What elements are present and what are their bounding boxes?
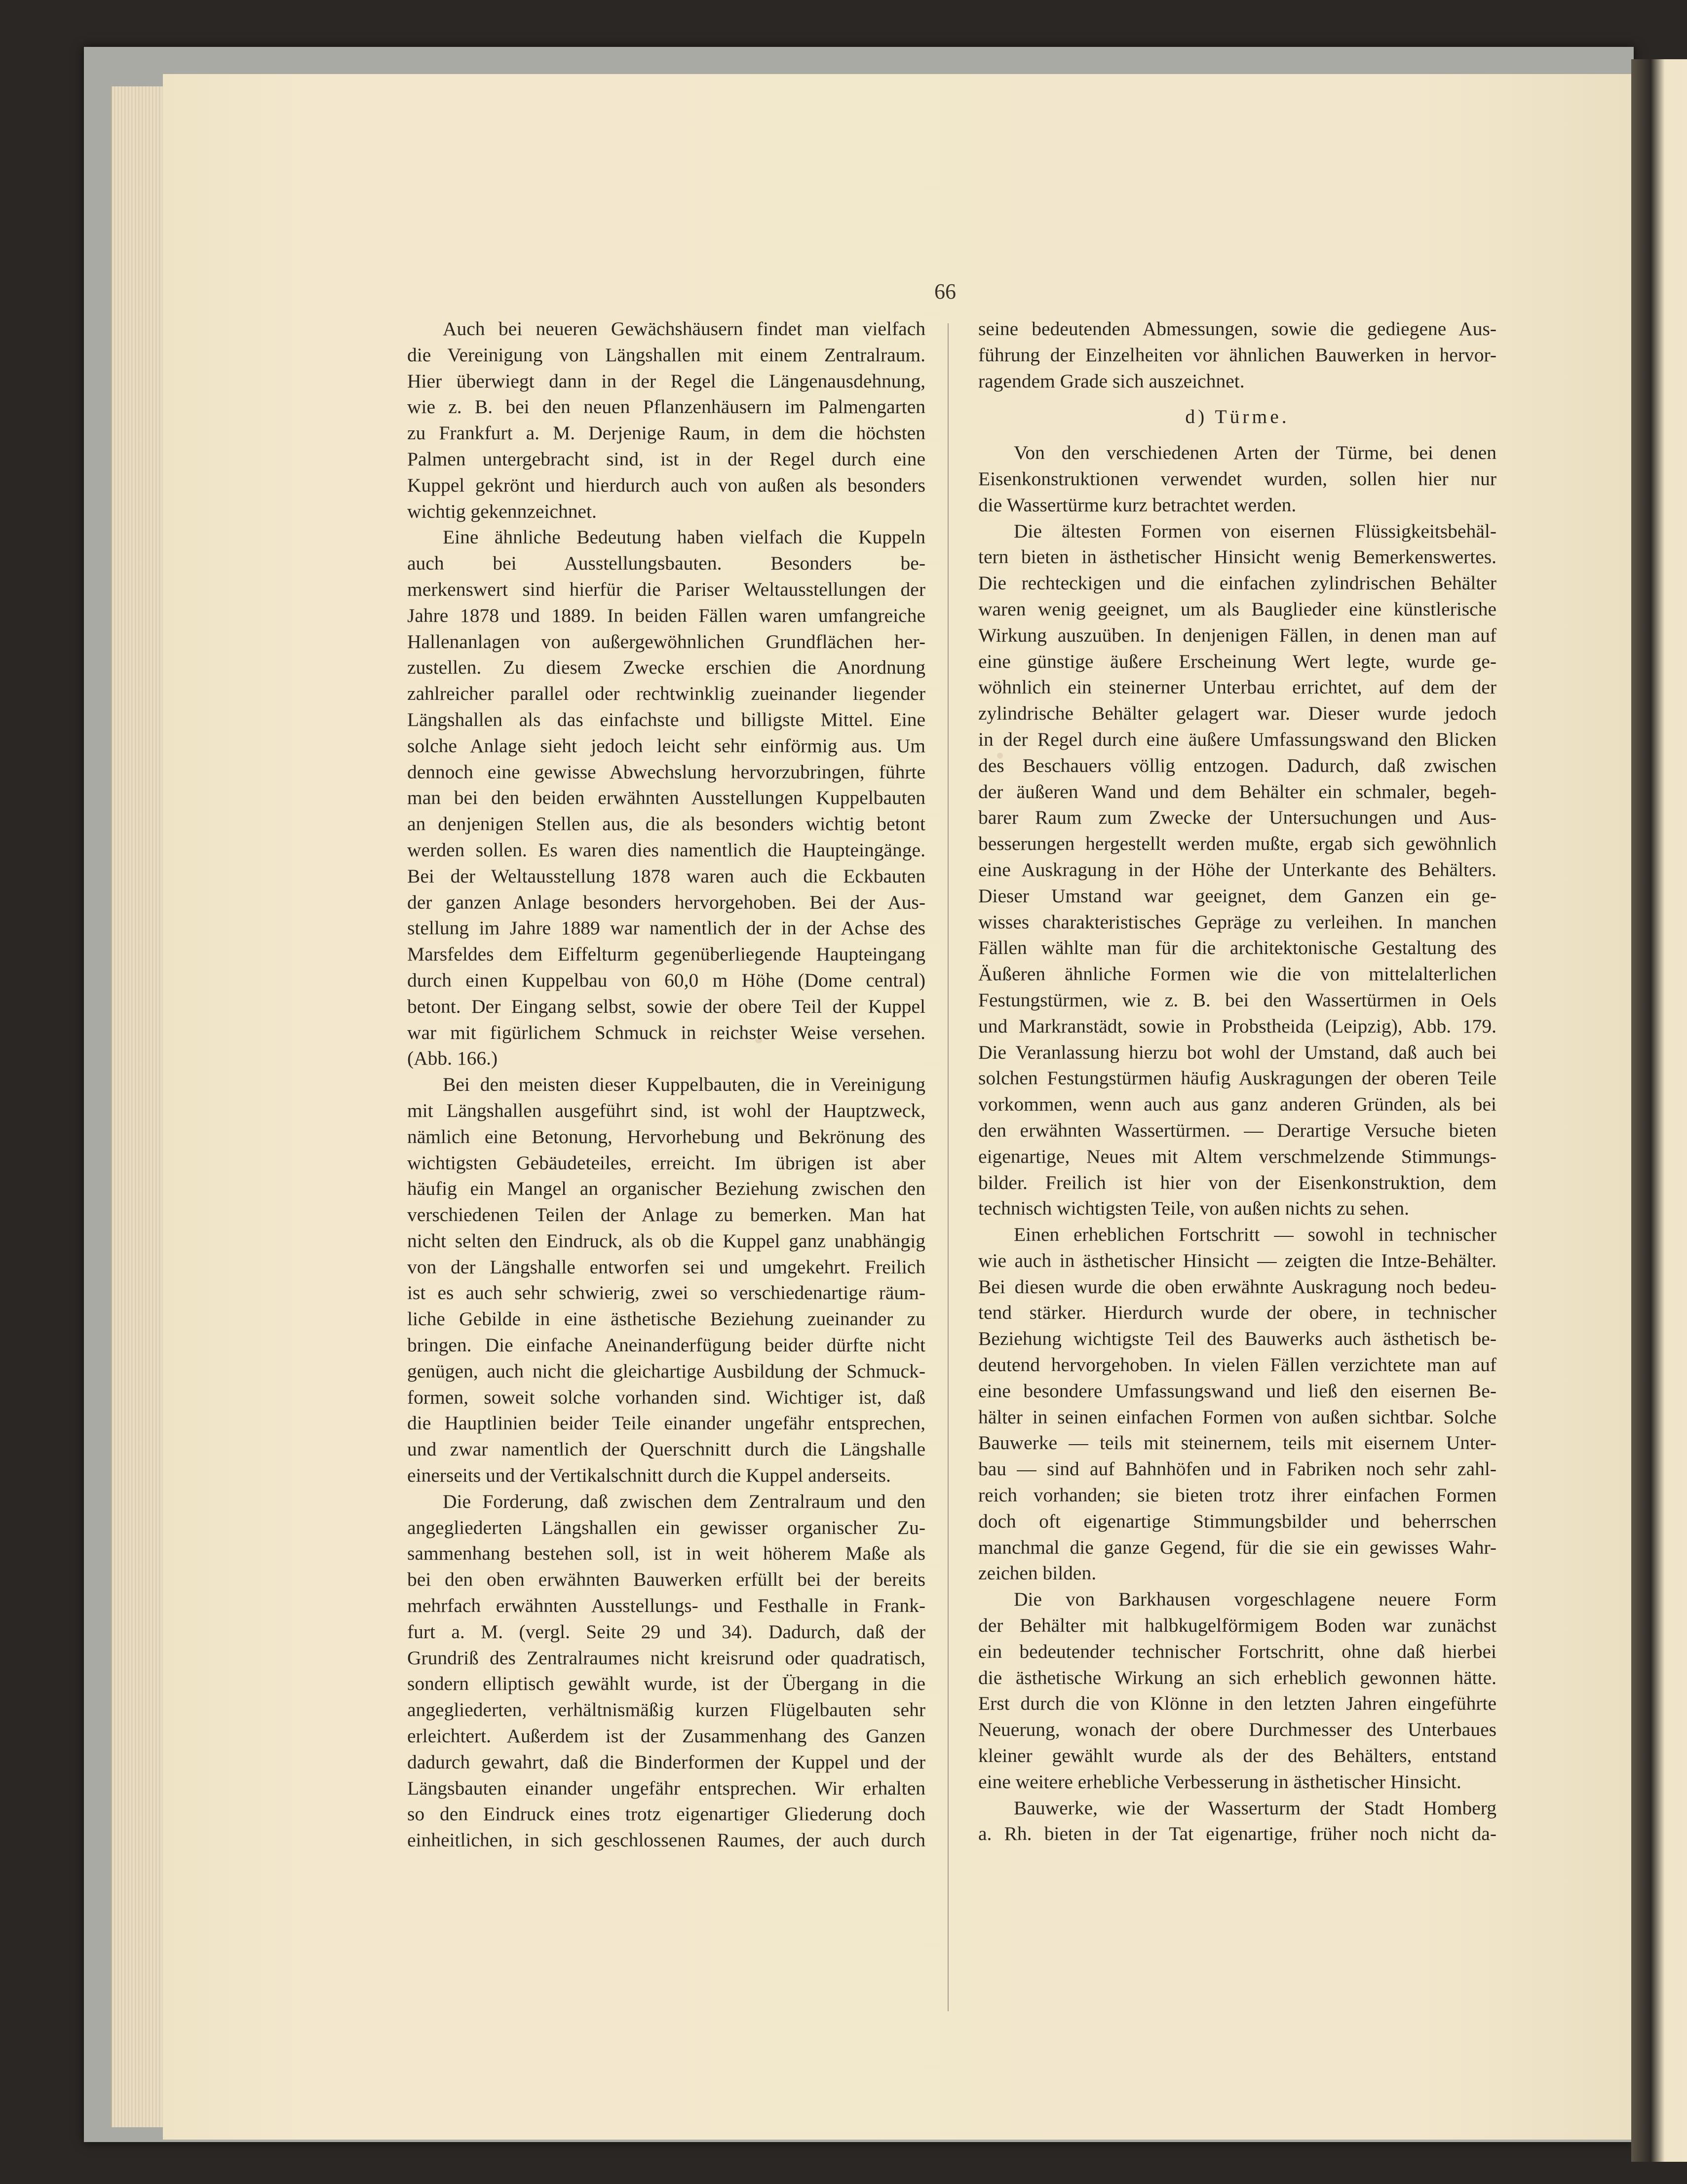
text-line: Von den verschiedenen Arten der Türme, bei denen: [1014, 442, 1496, 464]
text-line: wisses charakteristisches Gepräge zu verleihen. In manchen: [978, 911, 1496, 933]
text-line: einheitlichen, in sich geschlossenen Raumes, der auch durch: [407, 1829, 925, 1851]
text-line: werden sollen. Es waren dies namentlich die Haupteingänge.: [407, 839, 925, 861]
text-line: auch bei Ausstellungsbauten. Besonders be-: [407, 552, 925, 575]
text-line: tern bieten in ästhetischer Hinsicht wenig Bemerkenswertes.: [978, 546, 1496, 568]
text-line: reich vorhanden; sie bieten trotz ihrer einfachen Formen: [978, 1484, 1496, 1506]
text-line: waren wenig geeignet, um als Bauglieder eine künstlerische: [978, 598, 1496, 620]
text-line: in der Regel durch eine äußere Umfassungswand den Blicken: [978, 728, 1496, 750]
text-line: vorkommen, wenn auch aus ganz anderen Gründen, als bei: [978, 1093, 1496, 1115]
text-line: führung der Einzelheiten vor ähnlichen Bauwerken in hervor-: [978, 344, 1496, 366]
text-line: Festungstürmen, wie z. B. bei den Wassertürmen in Oels: [978, 989, 1496, 1011]
text-line: wie z. B. bei den neuen Pflanzenhäusern im Palmengarten: [407, 396, 925, 418]
text-line: Einen erheblichen Fortschritt — sowohl in technischer: [1014, 1224, 1496, 1246]
text-line: häufig ein Mangel an organischer Beziehung zwischen den: [407, 1178, 925, 1200]
text-line: der ganzen Anlage besonders hervorgehoben. Bei der Aus-: [407, 891, 925, 913]
text-line: Bei der Weltausstellung 1878 waren auch die Eckbauten: [407, 865, 925, 887]
text-line: genügen, auch nicht die gleichartige Ausbildung der Schmuck-: [407, 1360, 925, 1382]
text-line: sammenhang bestehen soll, ist in weit höherem Maße als: [407, 1542, 925, 1565]
text-line: stellung im Jahre 1889 war namentlich der in der Achse des: [407, 917, 925, 939]
text-line: merkenswert sind hierfür die Pariser Weltausstellungen der: [407, 578, 925, 600]
text-line: dadurch gewahrt, daß die Binderformen der Kuppel und der: [407, 1751, 925, 1773]
text-line: des Beschauers völlig entzogen. Dadurch, daß zwischen: [978, 754, 1496, 776]
right-text-column: [978, 316, 1496, 1847]
left-text-column: [407, 316, 925, 1853]
text-line: Hier überwiegt dann in der Regel die Längenausdehnung,: [407, 370, 925, 392]
text-line: Längshallen als das einfachste und billigste Mittel. Eine: [407, 708, 925, 730]
text-line: tend stärker. Hierdurch wurde der obere, in technischer: [978, 1302, 1496, 1324]
text-line: angegliederten, verhältnismäßig kurzen Flügelbauten sehr: [407, 1699, 925, 1721]
text-line: ragendem Grade sich auszeichnet.: [978, 370, 1245, 392]
text-line: man bei den beiden erwähnten Ausstellungen Kuppelbauten: [407, 787, 925, 809]
text-line: eine weitere erhebliche Verbesserung in ästhetischer Hinsicht.: [978, 1770, 1461, 1793]
text-line: die Vereinigung von Längshallen mit einem Zentralraum.: [407, 344, 925, 366]
text-line: Bei diesen wurde die oben erwähnte Auskragung noch bedeu-: [978, 1275, 1496, 1298]
text-line: zahlreicher parallel oder rechtwinklig zueinander liegender: [407, 683, 925, 705]
text-line: Marsfeldes dem Eiffelturm gegenüberliegende Haupteingang: [407, 943, 925, 965]
text-line: bilder. Freilich ist hier von der Eisenkonstruktion, dem: [978, 1171, 1496, 1193]
text-line: Beziehung wichtigste Teil des Bauwerks auch ästhetisch be-: [978, 1328, 1496, 1350]
text-line: so den Eindruck eines trotz eigenartiger Gliederung doch: [407, 1803, 925, 1825]
text-line: barer Raum zum Zwecke der Untersuchungen und Aus-: [978, 806, 1496, 829]
text-line: der äußeren Wand und dem Behälter ein schmaler, begeh-: [978, 780, 1496, 803]
text-line: zylindrische Behälter gelagert war. Dieser wurde jedoch: [978, 702, 1496, 725]
text-line: Kuppel gekrönt und hierdurch auch von außen als besonders: [407, 474, 925, 496]
text-line: eine günstige äußere Erscheinung Wert legte, wurde ge-: [978, 650, 1496, 672]
text-line: solchen Festungstürmen häufig Auskragungen der oberen Teile: [978, 1067, 1496, 1089]
text-line: liche Gebilde in eine ästhetische Beziehung zueinander zu: [407, 1308, 925, 1330]
text-line: nicht selten den Eindruck, als ob die Kuppel ganz unabhängig: [407, 1229, 925, 1252]
text-line: durch einen Kuppelbau von 60,0 m Höhe (Dome central): [407, 969, 925, 991]
text-line: deutend hervorgehoben. In vielen Fällen verzichtete man auf: [978, 1354, 1496, 1376]
text-line: wöhnlich ein steinerner Unterbau errichtet, auf dem der: [978, 676, 1496, 698]
text-line: der Behälter mit halbkugelförmigem Boden war zunächst: [978, 1614, 1496, 1637]
text-line: Eisenkonstruktionen verwendet wurden, sollen hier nur: [978, 467, 1496, 490]
text-line: angegliederten Längshallen ein gewisser organischer Zu-: [407, 1516, 925, 1538]
text-line: (Abb. 166.): [407, 1047, 498, 1070]
text-line: die Wassertürme kurz betrachtet werden.: [978, 494, 1297, 516]
text-line: an denjenigen Stellen aus, die als besonders wichtig betont: [407, 813, 925, 835]
text-line: von der Längshalle entworfen sei und umgekehrt. Freilich: [407, 1256, 925, 1278]
text-line: bei den oben erwähnten Bauwerken erfüllt bei der bereits: [407, 1569, 925, 1591]
text-line: bau — sind auf Bahnhöfen und in Fabriken noch sehr zahl-: [978, 1458, 1496, 1480]
text-line: mehrfach erwähnten Ausstellungs- und Festhalle in Frank-: [407, 1595, 925, 1617]
column-divider: [948, 323, 949, 2011]
text-line: verschiedenen Teilen der Anlage zu bemerken. Man hat: [407, 1204, 925, 1226]
text-line: Bei den meisten dieser Kuppelbauten, die in Vereinigung: [443, 1073, 925, 1096]
text-line: dennoch eine gewisse Abwechslung hervorzubringen, führte: [407, 761, 925, 783]
text-line: Äußeren ähnliche Formen wie die von mittelalterlichen: [978, 963, 1496, 985]
text-line: die ästhetische Wirkung an sich erheblich gewonnen hätte.: [978, 1666, 1496, 1688]
text-line: besserungen hergestellt werden mußte, ergab sich gewöhnlich: [978, 833, 1496, 855]
text-line: wichtigsten Gebäudeteiles, erreicht. Im übrigen ist aber: [407, 1151, 925, 1174]
text-line: Wirkung auszuüben. In denjenigen Fällen, in denen man auf: [978, 624, 1496, 646]
text-line: betont. Der Eingang selbst, sowie der obere Teil der Kuppel: [407, 995, 925, 1017]
text-line: Bauwerke — teils mit steinernem, teils mit eisernem Unter-: [978, 1432, 1496, 1454]
text-line: formen, soweit solche vorhanden sind. Wichtiger ist, daß: [407, 1386, 925, 1408]
text-line: eigenartige, Neues mit Altem verschmelzende Stimmungs-: [978, 1145, 1496, 1167]
text-line: nämlich eine Betonung, Hervorhebung und Bekrönung des: [407, 1125, 925, 1148]
text-line: Fällen wählte man für die architektonische Gestaltung des: [978, 937, 1496, 959]
text-line: Hallenanlagen von außergewöhnlichen Grundflächen her-: [407, 630, 925, 652]
text-line: eine besondere Umfassungswand und ließ den eisernen Be-: [978, 1379, 1496, 1402]
text-line: und Markranstädt, sowie in Probstheida (Leipzig), Abb. 179.: [978, 1015, 1496, 1037]
section-heading: d) Türme.: [1185, 406, 1290, 428]
text-line: Auch bei neueren Gewächshäusern findet man vielfach: [443, 318, 925, 340]
text-line: zustellen. Zu diesem Zwecke erschien die Anordnung: [407, 656, 925, 679]
text-line: manchmal die ganze Gegend, für die sie ein gewisses Wahr-: [978, 1536, 1496, 1558]
text-line: einerseits und der Vertikalschnitt durch die Kuppel anderseits.: [407, 1464, 891, 1487]
text-line: solche Anlage sieht jedoch leicht sehr einförmig aus. Um: [407, 734, 925, 757]
text-line: Palmen untergebracht sind, ist in der Regel durch eine: [407, 448, 925, 470]
text-line: zeichen bilden.: [978, 1562, 1097, 1584]
text-line: Die Forderung, daß zwischen dem Zentralraum und den: [443, 1490, 925, 1512]
text-line: Erst durch die von Klönne in den letzten Jahren eingeführte: [978, 1692, 1496, 1715]
text-line: zu Frankfurt a. M. Derjenige Raum, in dem die höchsten: [407, 422, 925, 444]
text-line: Die von Barkhausen vorgeschlagene neuere Form: [1014, 1588, 1496, 1610]
page-number: 66: [934, 279, 956, 304]
text-line: hälter in seinen einfachen Formen von außen sichtbar. Solche: [978, 1406, 1496, 1428]
text-line: Längsbauten einander ungefähr entsprechen. Wir erhalten: [407, 1777, 925, 1799]
text-line: eine Auskragung in der Höhe der Unterkante des Behälters.: [978, 858, 1496, 881]
text-line: Die rechteckigen und die einfachen zylindrischen Behälter: [978, 572, 1496, 594]
text-line: Eine ähnliche Bedeutung haben vielfach die Kuppeln: [443, 526, 925, 548]
text-line: den erwähnten Wassertürmen. — Derartige Versuche bieten: [978, 1119, 1496, 1141]
text-line: erleichtert. Außerdem ist der Zusammenhang des Ganzen: [407, 1725, 925, 1747]
text-line: war mit figürlichem Schmuck in reichster Weise versehen.: [407, 1021, 925, 1043]
text-line: kleiner gewählt wurde als der des Behälters, entstand: [978, 1745, 1496, 1767]
text-line: doch oft eigenartige Stimmungsbilder und beherrschen: [978, 1510, 1496, 1532]
book-gutter: [1631, 59, 1687, 2162]
text-line: ist es auch sehr schwierig, zwei so verschiedenartige räum-: [407, 1282, 925, 1304]
text-line: sondern elliptisch gewählt wurde, ist der Übergang in die: [407, 1673, 925, 1695]
text-line: Neuerung, wonach der obere Durchmesser des Unterbaues: [978, 1719, 1496, 1741]
text-line: Die ältesten Formen von eisernen Flüssigkeitsbehäl-: [1014, 520, 1496, 542]
text-line: furt a. M. (vergl. Seite 29 und 34). Dadurch, daß der: [407, 1620, 925, 1643]
text-line: mit Längshallen ausgeführt sind, ist wohl der Hauptzweck,: [407, 1099, 925, 1121]
text-line: wichtig gekennzeichnet.: [407, 500, 597, 522]
text-line: Grundriß des Zentralraumes nicht kreisrund oder quadratisch,: [407, 1647, 925, 1669]
text-line: seine bedeutenden Abmessungen, sowie die gediegene Aus-: [978, 318, 1496, 340]
page-edges: [111, 86, 171, 2127]
text-line: die Hauptlinien beider Teile einander ungefähr entsprechen,: [407, 1412, 925, 1434]
text-line: Jahre 1878 und 1889. In beiden Fällen waren umfangreiche: [407, 604, 925, 626]
text-line: technisch wichtigsten Teile, von außen nichts zu sehen.: [978, 1197, 1409, 1220]
text-line: a. Rh. bieten in der Tat eigenartige, früher noch nicht da-: [978, 1823, 1496, 1845]
text-line: bringen. Die einfache Aneinanderfügung beider dürfte nicht: [407, 1334, 925, 1356]
text-line: ein bedeutender technischer Fortschritt, ohne daß hierbei: [978, 1640, 1496, 1662]
text-line: Die Veranlassung hierzu bot wohl der Umstand, daß auch bei: [978, 1041, 1496, 1063]
text-line: und zwar namentlich der Querschnitt durch die Längshalle: [407, 1438, 925, 1460]
text-line: wie auch in ästhetischer Hinsicht — zeigten die Intze-Behälter.: [978, 1249, 1496, 1271]
text-line: Bauwerke, wie der Wasserturm der Stadt Homberg: [1014, 1797, 1496, 1819]
text-line: Dieser Umstand war geeignet, dem Ganzen ein ge-: [978, 884, 1496, 907]
